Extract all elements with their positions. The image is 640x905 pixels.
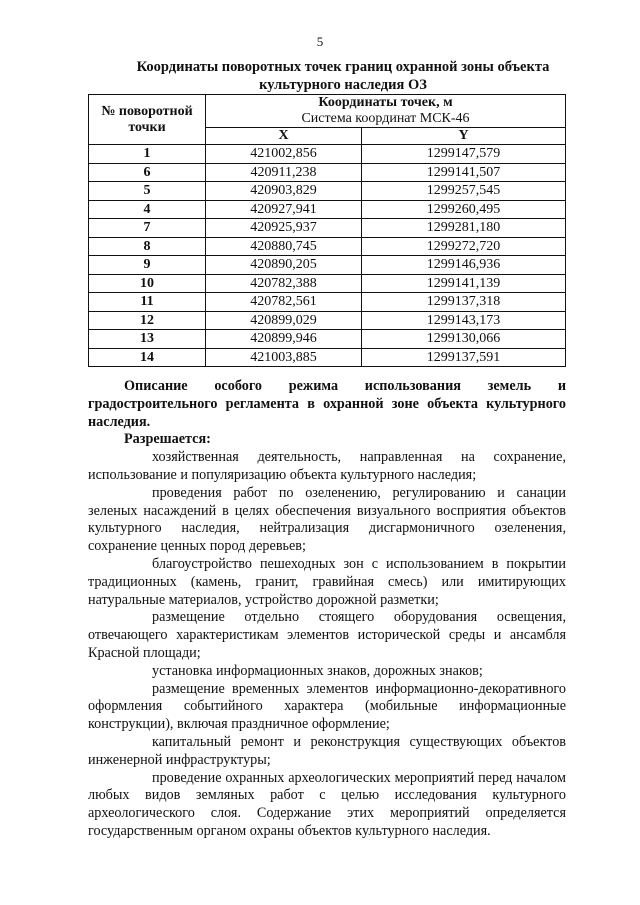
table-row — [89, 182, 566, 201]
table-row — [89, 311, 566, 330]
x-coordinate-cell: 420899,946 — [206, 330, 362, 349]
document-title: Координаты поворотных точек границ охранной зоны объекта культурного наследия ОЗ — [136, 59, 550, 93]
y-coordinate-cell: 1299137,318 — [362, 293, 566, 312]
table-row — [89, 330, 566, 349]
header-coordinates-label: Координаты точек, м — [318, 95, 453, 110]
point-number-cell: 14 — [89, 348, 206, 367]
table-row — [89, 256, 566, 275]
allowed-item: проведение охранных археологических мероприятий перед началом любых видов земляных работ с целью исследования культурного археологического слоя. Содержание этих мероприятий определяется государственным органом охраны объектов культурного наследия. — [88, 769, 566, 839]
x-coordinate-cell: 420899,029 — [206, 311, 362, 330]
x-coordinate-cell: 420890,205 — [206, 256, 362, 275]
allowed-item: хозяйственная деятельность, направленная на сохранение, использование и популяризацию объекта культурного наследия; — [88, 449, 566, 483]
table-row — [89, 237, 566, 256]
x-coordinate-cell: 420880,745 — [206, 237, 362, 256]
y-coordinate-cell: 1299272,720 — [362, 237, 566, 256]
point-number-cell: 12 — [89, 311, 206, 330]
x-coordinate-cell: 420782,561 — [206, 293, 362, 312]
y-coordinate-cell: 1299130,066 — [362, 330, 566, 349]
x-coordinate-cell: 420927,941 — [206, 200, 362, 219]
point-number-cell: 1 — [89, 145, 206, 164]
x-coordinate-cell: 420911,238 — [206, 163, 362, 182]
header-x: X — [206, 128, 362, 145]
header-coordinate-system: Система координат МСК-46 — [301, 111, 470, 126]
coordinates-table — [88, 94, 566, 367]
table-row — [89, 348, 566, 367]
point-number-cell: 11 — [89, 293, 206, 312]
allowed-item: капитальный ремонт и реконструкция существующих объектов инженерной инфраструктуры; — [88, 733, 566, 768]
point-number-cell: 5 — [89, 182, 206, 201]
point-number-cell: 13 — [89, 330, 206, 349]
point-number-cell: 8 — [89, 237, 206, 256]
x-coordinate-cell: 421003,885 — [206, 348, 362, 367]
header-y: Y — [362, 128, 566, 145]
allowed-item: размещение временных элементов информационно-декоративного оформления событийного характера (мобильные информационные конструкции), включая праздничное оформление; — [88, 680, 566, 733]
y-coordinate-cell: 1299281,180 — [362, 219, 566, 238]
y-coordinate-cell: 1299143,173 — [362, 311, 566, 330]
header-coordinates — [206, 95, 566, 128]
y-coordinate-cell: 1299260,495 — [362, 200, 566, 219]
table-row — [89, 145, 566, 164]
header-point-number: № поворотной точки — [89, 95, 206, 145]
y-coordinate-cell: 1299257,545 — [362, 182, 566, 201]
allowed-item: проведения работ по озеленению, регулированию и санации зеленых насаждений в целях обеспечения визуального восприятия объектов культурного наследия, нейтрализация дисгармоничного озеленения, сохранение ценных пород деревьев; — [88, 484, 566, 555]
table-row — [89, 293, 566, 312]
point-number-cell: 9 — [89, 256, 206, 275]
table-row — [89, 274, 566, 293]
regulation-text — [88, 378, 566, 841]
table-row — [89, 163, 566, 182]
x-coordinate-cell: 421002,856 — [206, 145, 362, 164]
allowed-item: размещение отдельно стоящего оборудования освещения, отвечающего характеристикам элементов исторической среды и ансамбля Красной площади; — [88, 609, 566, 661]
point-number-cell: 6 — [89, 163, 206, 182]
y-coordinate-cell: 1299146,936 — [362, 256, 566, 275]
table-row — [89, 200, 566, 219]
x-coordinate-cell: 420782,388 — [206, 274, 362, 293]
y-coordinate-cell: 1299141,507 — [362, 163, 566, 182]
point-number-cell: 4 — [89, 200, 206, 219]
table-row — [89, 219, 566, 238]
y-coordinate-cell: 1299147,579 — [362, 145, 566, 164]
x-coordinate-cell: 420925,937 — [206, 219, 362, 238]
y-coordinate-cell: 1299137,591 — [362, 348, 566, 367]
allowed-item: благоустройство пешеходных зон с использованием в покрытии традиционных (камень, гранит, гравийная смесь) или имитирующих натуральные материалов, устройство дорожной разметки; — [88, 555, 566, 608]
allowed-label: Разрешается: — [124, 431, 211, 448]
allowed-item: установка информационных знаков, дорожных знаков; — [152, 662, 483, 679]
allowed-list — [88, 449, 566, 841]
x-coordinate-cell: 420903,829 — [206, 182, 362, 201]
y-coordinate-cell: 1299141,139 — [362, 274, 566, 293]
point-number-cell: 7 — [89, 219, 206, 238]
point-number-cell: 10 — [89, 274, 206, 293]
page-number: 5 — [316, 34, 324, 49]
section-heading: Описание особого режима использования земель и градостроительного регламента в охранной зоне объекта культурного наследия. — [88, 378, 566, 430]
